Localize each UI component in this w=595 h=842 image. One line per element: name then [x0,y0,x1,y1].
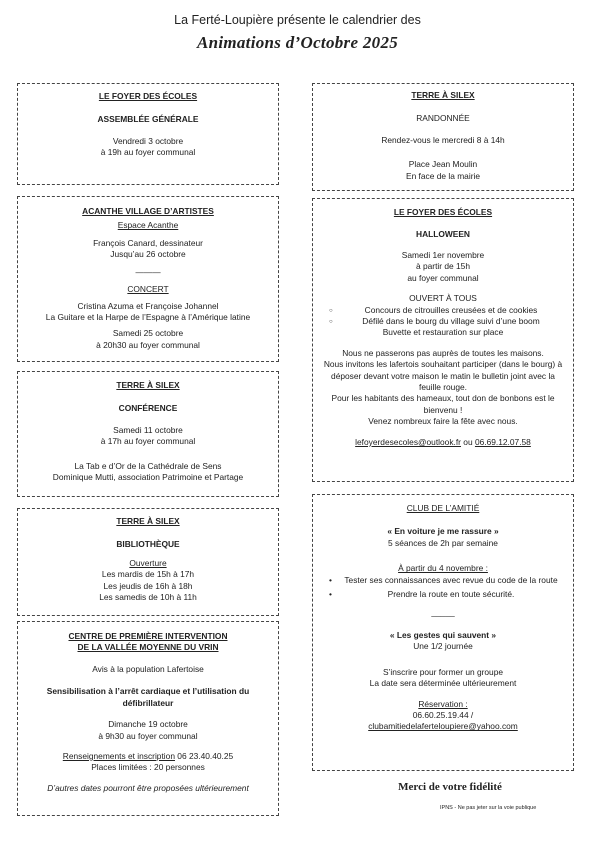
from-date: À partir du 4 novembre : [398,563,488,574]
contact-phone: 06.69.12.07.58 [474,436,531,447]
reservation-email[interactable]: clubamitiedelaferteloupiere@yahoo.com [368,721,518,732]
venue: Espace Acanthe [117,220,179,231]
performers: Cristina Azuma et Françoise Johannel [77,300,219,311]
conference-speaker: Dominique Mutti, association Patrimoine et Partage [52,472,244,483]
box-title: LE FOYER DES ÉCOLES [98,91,198,101]
box-title: ACANTHE VILLAGE D’ARTISTES [82,206,214,216]
conference-topic: La Tab e d’Or de la Cathédrale de Sens [74,460,222,471]
meeting-place: Place Jean Moulin [408,159,478,170]
box-subtitle: ASSEMBLÉE GÉNÉRALE [97,114,199,125]
opening-heading: Ouverture [129,557,167,568]
thanks-message: Merci de votre fidélité [398,781,502,793]
open-to-all: OUVERT À TOUS [409,293,477,304]
workshop-title: « En voiture je me rassure » [387,526,499,537]
paragraph: Nous ne passerons pas auprès de toutes les maisons. [342,347,544,358]
opening-hours: Les samedis de 10h à 11h [99,592,197,603]
list-item: • Tester ses connaissances avec revue du code de la route [313,575,573,586]
other-dates: D’autres dates pourront être proposées ultérieurement [47,782,249,793]
box-subtitle: CONFÉRENCE [118,403,178,414]
workshop-duration: Une 1/2 journée [413,641,473,652]
halloween-box [312,198,574,482]
club-box [312,494,574,771]
list-item: ○ Défilé dans le bourg du village suivi d’une boom [313,316,573,327]
box-title: DE LA VALLÉE MOYENNE DU VRIN [77,642,219,653]
event-time: à 9h30 au foyer communal [98,730,198,741]
event-date: Vendredi 3 octobre [112,135,184,146]
box-title: CENTRE DE PREMIÈRE INTERVENTION [68,631,228,641]
box-title: TERRE À SILEX [411,90,475,100]
concert-title: La Guitare et la Harpe de l’Espagne à l’Amérique latine [45,311,251,322]
contact-email[interactable]: lefoyerdesecoles@outlook.fr [355,436,461,447]
concert-heading: CONCERT [127,284,169,295]
concert-time: à 20h30 au foyer communal [96,339,200,350]
list-item: • Prendre la route en toute sécurité. [313,589,573,600]
opening-hours: Les mardis de 15h à 17h [101,569,195,580]
event-date: Samedi 11 octobre [113,424,183,435]
bibliotheque-box [17,508,279,616]
contact-or: ou [460,436,475,447]
concert-date: Samedi 25 octobre [112,328,184,339]
separator: _____ [431,606,455,617]
separator: ——— [135,266,161,277]
box-subtitle: HALLOWEEN [416,229,470,240]
workshop-title: « Les gestes qui sauvent » [389,629,497,640]
randonnee-box [312,83,574,191]
ipns-notice: IPNS - Ne pas jeter sur la voie publique [440,805,537,811]
places-limit: Places limitées : 20 personnes [91,762,205,773]
event-time: à 19h au foyer communal [100,147,196,158]
event-date: Samedi 1er novembre [401,249,485,260]
box-subtitle: BIBLIOTHÈQUE [116,539,180,550]
meeting-place: En face de la mairie [405,170,481,181]
opening-hours: Les jeudis de 16h à 18h [103,580,193,591]
paragraph: Venez nombreux faire la fête avec nous. [368,416,518,427]
paragraph: Nous invitons les lafertois souhaitant participer (dans le bourg) à déposer devant votre maison le matin le bulletin joint avec la feuille rouge. [323,359,563,393]
foyer-assemblee-box [17,83,279,185]
event-place: au foyer communal [407,272,479,283]
registration-info: La date sera déterminée ultérieurement [369,678,517,689]
box-subtitle: RANDONNÉE [416,113,470,124]
box-title: TERRE À SILEX [116,380,180,390]
meeting: Rendez-vous le mercredi 8 à 14h [381,134,505,145]
event-date: Dimanche 19 octobre [108,719,188,730]
header-line: La Ferté-Loupière présente le calendrier des [174,13,421,27]
topic: Sensibilisation à l’arrêt cardiaque et l’utilisation du [46,686,250,697]
event-time: à partir de 15h [415,261,470,272]
box-title: TERRE À SILEX [116,516,180,526]
box-title: CLUB DE L’AMITIÉ [406,503,480,513]
info-phone: 06 23.40.40.25 [174,750,234,761]
contact-line [313,437,573,448]
acanthe-box [17,196,279,362]
workshop-sessions: 5 séances de 2h par semaine [388,537,498,548]
reservation-phone: 06.60.25.19.44 / [412,710,474,721]
registration-info: S’inscrire pour former un groupe [382,666,504,677]
event-time: à 17h au foyer communal [100,436,196,447]
reservation-label: Réservation : [418,698,468,709]
page-title: Animations d’Octobre 2025 [196,33,399,52]
until-date: Jusqu’au 26 octobre [110,249,186,260]
list-item: ○ Concours de citrouilles creusées et de cookies [313,305,573,316]
info-line [18,751,278,762]
paragraph: Pour les habitants des hameaux, tout don de bonbons est le bienvenu ! [331,393,555,415]
list-item: Buvette et restauration sur place [382,327,504,338]
info-label: Renseignements et inscription [62,750,175,761]
topic: défibrillateur [122,697,174,708]
box-title: LE FOYER DES ÉCOLES [393,207,493,217]
artist: François Canard, dessinateur [93,237,203,248]
notice: Avis à la population Lafertoise [92,663,204,674]
conference-box [17,371,279,497]
cpi-box [17,621,279,816]
